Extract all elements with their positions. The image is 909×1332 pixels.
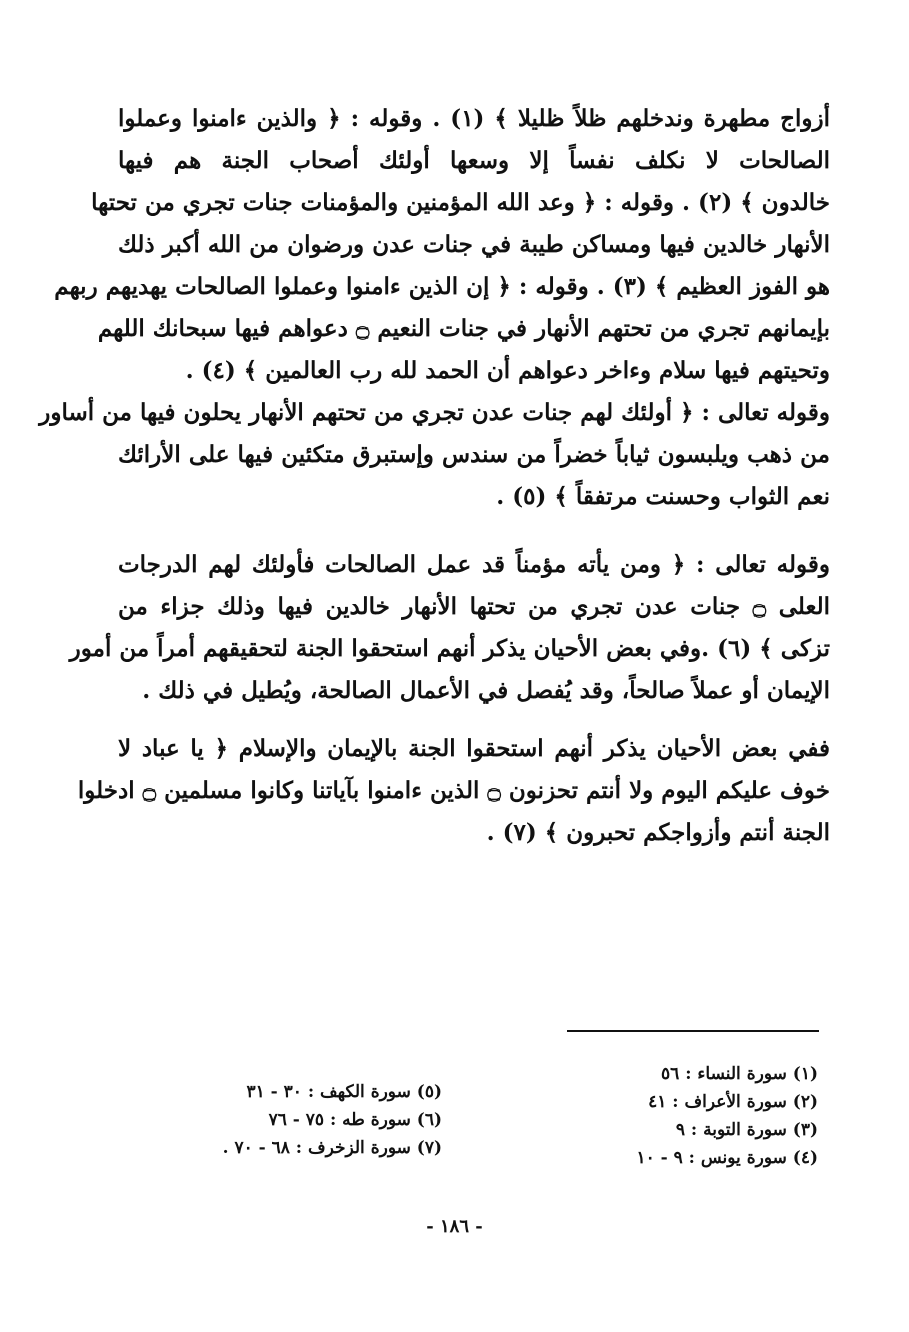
text-line: العلى ۝ جنات عدن تجري من تحتها الأنهار خالدين فيها وذلك جزاء من <box>118 593 830 620</box>
footnote: (١) سورة النساء : ٥٦ <box>661 1064 818 1084</box>
footnote: (٣) سورة التوبة : ٩ <box>675 1120 818 1140</box>
text-line: الصالحات لا نكلف نفساً إلا وسعها أولئك أصحاب الجنة هم فيها <box>118 147 830 174</box>
footnote: (٢) سورة الأعراف : ٤١ <box>648 1092 818 1112</box>
text-line: خالدون ﴾ (٢) . وقوله : ﴿ وعد الله المؤمنين والمؤمنات جنات تجري من تحتها <box>91 189 830 216</box>
paragraph-1 <box>54 98 831 392</box>
footnote: (٤) سورة يونس : ٩ - ١٠ <box>636 1148 818 1168</box>
paragraph-gap <box>118 712 830 728</box>
footnotes-right-column <box>590 1060 818 1172</box>
text-line: هو الفوز العظيم ﴾ (٣) . وقوله : ﴿ إن الذين ءامنوا وعملوا الصالحات يهديهم ربهم <box>54 273 830 300</box>
text-line: ففي بعض الأحيان يذكر أنهم استحقوا الجنة بالإيمان والإسلام ﴿ يا عباد لا <box>118 735 830 762</box>
footnote: (٧) سورة الزخرف : ٦٨ - ٧٠ . <box>222 1138 442 1158</box>
footnote: (٥) سورة الكهف : ٣٠ - ٣١ <box>246 1082 442 1102</box>
text-line: أزواج مطهرة وندخلهم ظلاً ظليلا ﴾ (١) . وقوله : ﴿ والذين ءامنوا وعملوا <box>118 105 831 132</box>
text-line: بإيمانهم تجري من تحتهم الأنهار في جنات النعيم ۝ دعواهم فيها سبحانك اللهم <box>97 315 830 342</box>
paragraph-4 <box>77 728 830 854</box>
text-line: نعم الثواب وحسنت مرتفقاً ﴾ (٥) . <box>496 483 830 510</box>
footnote-separator <box>567 1030 819 1032</box>
text-line: وتحيتهم فيها سلام وءاخر دعواهم أن الحمد لله رب العالمين ﴾ (٤) . <box>185 357 830 384</box>
text-line: خوف عليكم اليوم ولا أنتم تحزنون ۝ الذين ءامنوا بآياتنا وكانوا مسلمين ۝ ادخلوا <box>77 777 830 804</box>
text-line: الأنهار خالدين فيها ومساكن طيبة في جنات عدن ورضوان من الله أكبر ذلك <box>118 231 830 258</box>
text-line: الجنة أنتم وأزواجكم تحبرون ﴾ (٧) . <box>486 819 830 846</box>
body-text <box>39 98 831 854</box>
page-number: - ١٨٦ - <box>426 1216 483 1237</box>
paragraph-gap <box>118 518 830 544</box>
text-line: من ذهب ويلبسون ثياباً خضراً من سندس وإستبرق متكئين فيها على الأرائك <box>118 441 830 468</box>
footnotes-left-column <box>200 1078 442 1162</box>
text-line: وقوله تعالى : ﴿ أولئك لهم جنات عدن تجري من تحتهم الأنهار يحلون فيها من أساور <box>39 399 830 426</box>
paragraph-2 <box>39 392 830 518</box>
text-line: تزكى ﴾ (٦) .وفي بعض الأحيان يذكر أنهم استحقوا الجنة لتحقيقهم أمراً من أمور <box>69 635 830 662</box>
text-line: الإيمان أو عملاً صالحاً، وقد يُفصل في الأعمال الصالحة، ويُطيل في ذلك . <box>142 677 830 704</box>
footnote: (٦) سورة طه : ٧٥ - ٧٦ <box>268 1110 442 1130</box>
text-line: وقوله تعالى : ﴿ ومن يأته مؤمناً قد عمل الصالحات فأولئك لهم الدرجات <box>118 551 830 578</box>
paragraph-3 <box>69 544 830 712</box>
